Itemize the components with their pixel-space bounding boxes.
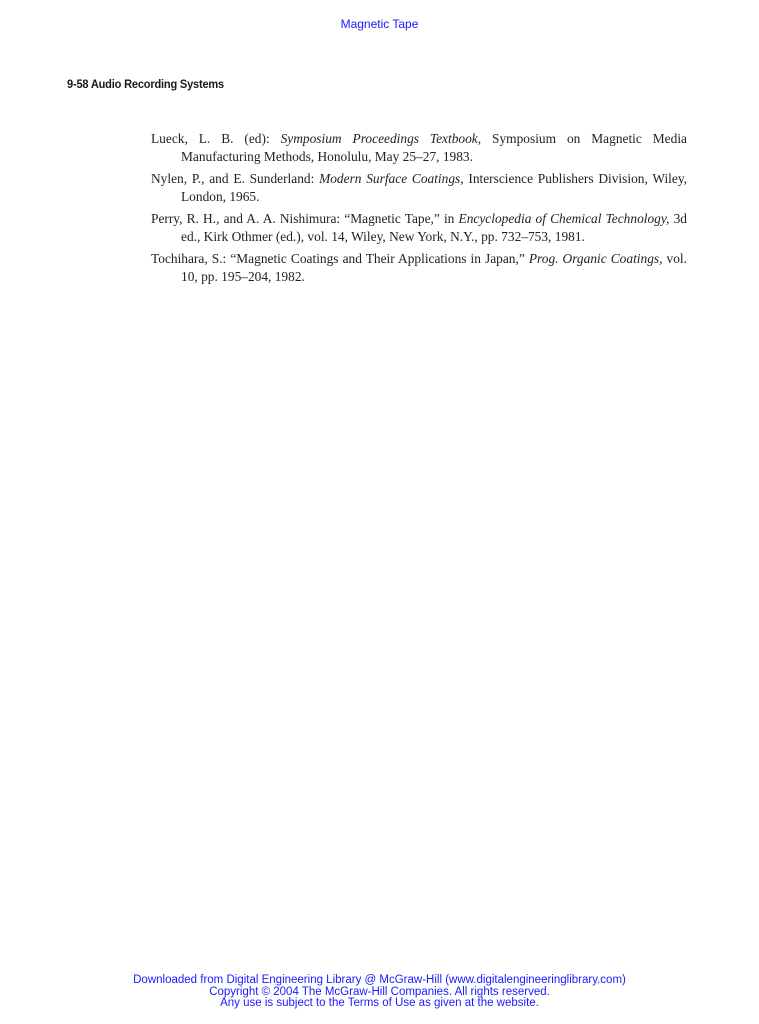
reference-list: [151, 130, 687, 290]
reference-item: [151, 130, 687, 166]
chapter-title-link[interactable]: Magnetic Tape: [340, 17, 419, 31]
reference-authors: Perry, R. H., and A. A. Nishimura: “Magnetic Tape,” in: [151, 211, 459, 226]
reference-item: [151, 210, 687, 246]
reference-authors: Tochihara, S.: “Magnetic Coatings and Their Applications in Japan,”: [151, 251, 529, 266]
reference-title: Prog. Organic Coatings,: [528, 251, 663, 266]
reference-details: 3d ed., Kirk Othmer (ed.), vol. 14, Wiley, New York, N.Y., pp. 732–753, 1981.: [181, 211, 687, 244]
reference-authors: Lueck, L. B. (ed):: [151, 131, 281, 146]
reference-title: Encyclopedia of Chemical Technology,: [458, 211, 670, 226]
reference-details: Symposium on Magnetic Media Manufacturing Methods, Honolulu, May 25–27, 1983.: [181, 131, 687, 164]
reference-details: vol. 10, pp. 195–204, 1982.: [181, 251, 687, 284]
footer-terms-link[interactable]: Any use is subject to the Terms of Use as given at the website.: [220, 997, 539, 1009]
reference-title: Modern Surface Coatings,: [319, 171, 464, 186]
reference-item: [151, 250, 687, 286]
footer-download-link[interactable]: Downloaded from Digital Engineering Library @ McGraw-Hill (www.digitalengineeringlibrary.com): [133, 974, 626, 986]
reference-item: [151, 170, 687, 206]
footer-copyright-link[interactable]: Copyright © 2004 The McGraw-Hill Companies. All rights reserved.: [209, 985, 550, 998]
running-header: 9-58 Audio Recording Systems: [67, 77, 225, 91]
reference-details: Interscience Publishers Division, Wiley, London, 1965.: [181, 171, 687, 204]
reference-title: Symposium Proceedings Textbook,: [280, 131, 482, 146]
reference-authors: Nylen, P., and E. Sunderland:: [151, 171, 320, 186]
copyright-footer: [0, 975, 759, 1010]
